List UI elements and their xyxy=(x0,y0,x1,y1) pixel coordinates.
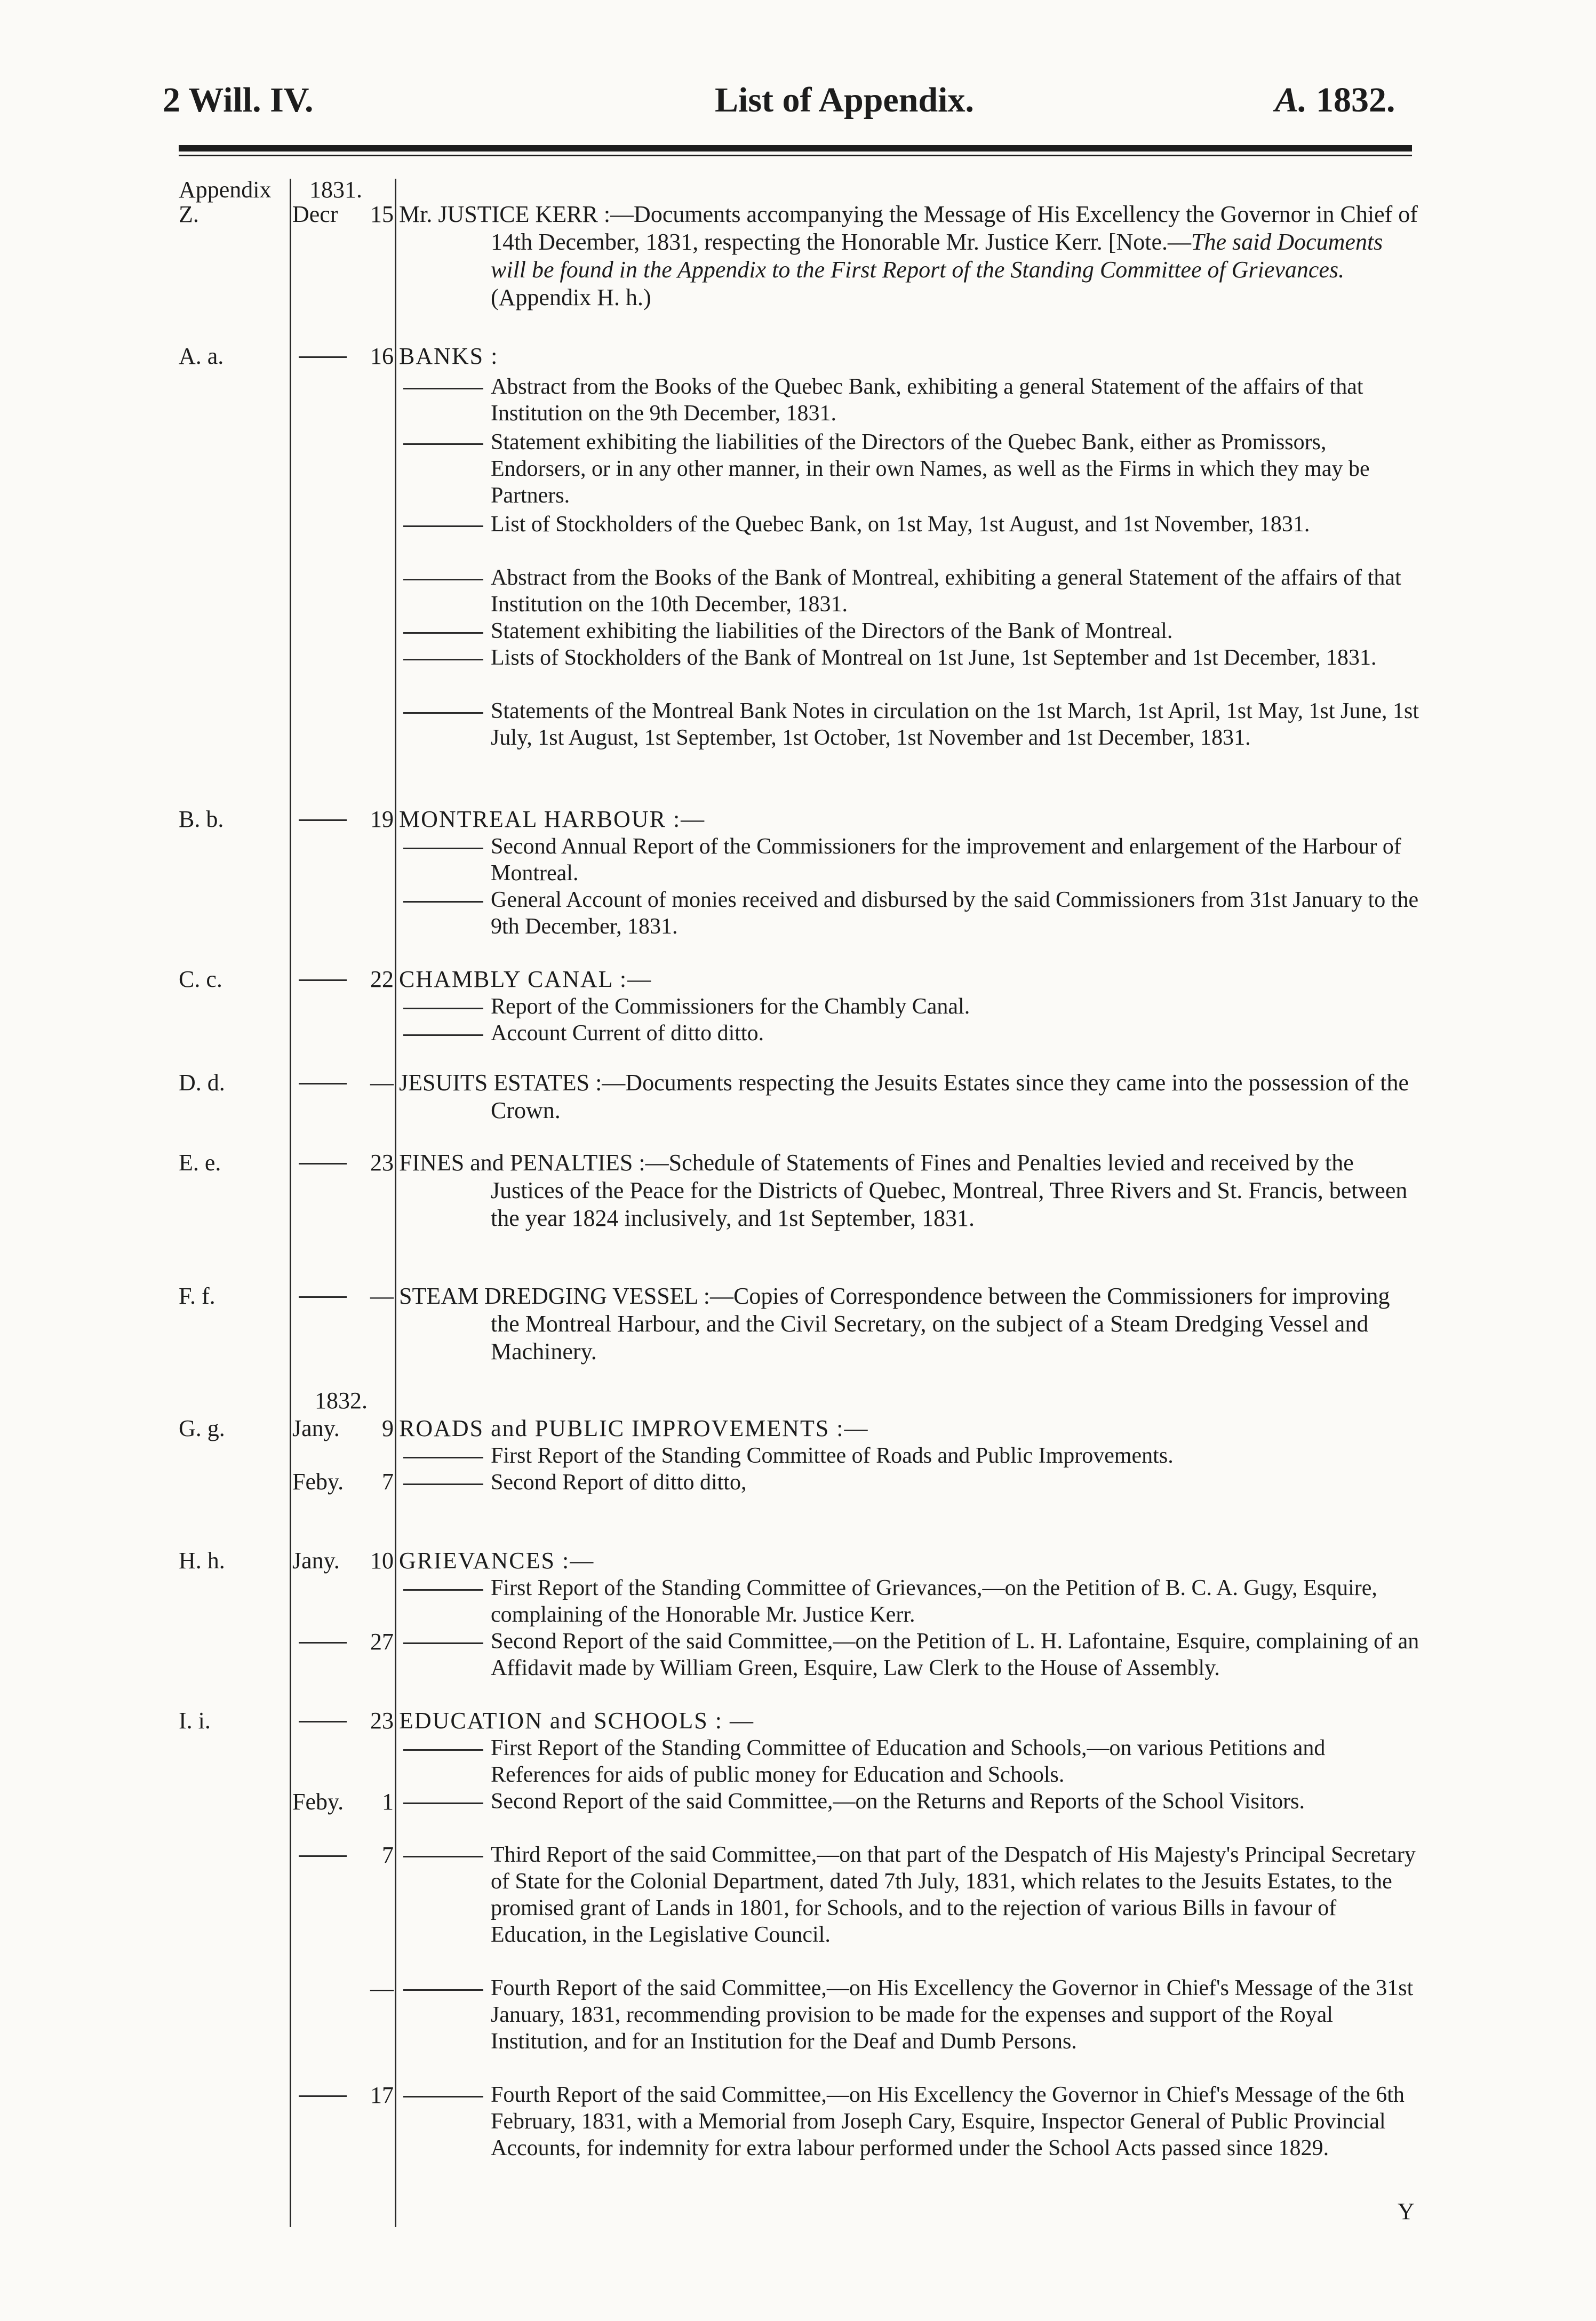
education-item: Fourth Report of the said Committee,—on His Excellency the Governor in Chief's Message of the 31st January, 1831, recommending provision to be made for the expenses and support of the Royal Institution, and for an Institution for the Deaf and Dumb Persons. xyxy=(399,1975,1423,2055)
entry-banks-title: BANKS : xyxy=(399,343,499,369)
banks-item: Statements of the Montreal Bank Notes in circulation on the 1st March, 1st April, 1st May, 1st June, 1st July, 1st August, 1st September, 1st October, 1st November and 1st December, 1831. xyxy=(399,698,1423,751)
entry-month: Decr xyxy=(292,201,338,227)
header-volume: 2 Will. IV. xyxy=(163,81,314,119)
education-item: First Report of the Standing Committee of Education and Schools,—on various Petitions and References for aids of public money for Education and Schools. xyxy=(399,1735,1423,1788)
roads-item: Second Report of ditto ditto, xyxy=(399,1469,1423,1496)
banks-item: Abstract from the Books of the Quebec Bank, exhibiting a general Statement of the affairs of that Institution on the 9th December, 1831. xyxy=(399,373,1423,427)
appendix-letter: F. f. xyxy=(179,1283,216,1309)
header-rule-thick xyxy=(179,145,1412,151)
entry-day: 10 xyxy=(370,1548,394,1574)
entry-day: — xyxy=(370,1283,394,1309)
signature-mark: Y xyxy=(1398,2198,1415,2224)
column-divider-2 xyxy=(395,179,396,2227)
entry-day: 23 xyxy=(370,1708,394,1734)
appendix-letter: H. h. xyxy=(179,1548,225,1574)
chambly-item: Account Current of ditto ditto. xyxy=(399,1020,1423,1047)
banks-item: Lists of Stockholders of the Bank of Montreal on 1st June, 1st September and 1st December, 1831. xyxy=(399,644,1423,671)
year-1832: 1832. xyxy=(315,1387,368,1414)
entry-fines-penalties: FINES and PENALTIES :—Schedule of Statements of Fines and Penalties levied and received by the Justices of the Peace for the Districts of Quebec, Montreal, Three Rivers and St. Francis, between the year 1824 inclusively, and 1st September, 1831. xyxy=(399,1150,1408,1231)
entry-day: 1 xyxy=(382,1789,394,1815)
entry-steam-dredging-vessel: STEAM DREDGING VESSEL :—Copies of Correspondence between the Commissioners for improving the Montreal Harbour, and the Civil Secretary, on the subject of a Steam Dredging Vessel and Machinery. xyxy=(399,1283,1390,1365)
grievances-item: First Report of the Standing Committee of Grievances,—on the Petition of B. C. A. Gugy, Esquire, complaining of the Honorable Mr. Justice Kerr. xyxy=(399,1575,1423,1628)
entry-month: Jany. xyxy=(292,1548,340,1574)
appendix-letter: A. a. xyxy=(179,343,224,369)
entry-day: 9 xyxy=(382,1415,394,1441)
appendix-letter: B. b. xyxy=(179,806,224,832)
banks-item: Statement exhibiting the liabilities of the Directors of the Bank of Montreal. xyxy=(399,618,1423,644)
page-header xyxy=(0,80,1596,139)
roads-item: First Report of the Standing Committee of Roads and Public Improvements. xyxy=(399,1442,1423,1469)
entry-month: Feby. xyxy=(292,1469,344,1495)
appendix-letter: G. g. xyxy=(179,1415,225,1441)
year-1831: 1831. xyxy=(309,177,362,203)
education-item: Second Report of the said Committee,—on the Returns and Reports of the School Visitors. xyxy=(399,1788,1423,1815)
entry-day: 22 xyxy=(370,966,394,992)
appendix-letter: D. d. xyxy=(179,1070,225,1096)
entry-day: 7 xyxy=(382,1842,394,1868)
entry-day: 17 xyxy=(370,2082,394,2108)
appendix-letter: E. e. xyxy=(179,1150,221,1176)
header-rule-thin xyxy=(179,155,1412,156)
entry-roads-title: ROADS and PUBLIC IMPROVEMENTS :— xyxy=(399,1415,869,1441)
entry-day: — xyxy=(370,1975,394,2001)
appendix-letter: I. i. xyxy=(179,1708,211,1734)
banks-item: Statement exhibiting the liabilities of the Directors of the Quebec Bank, either as Promissors, Endorsers, or in any other manner, in their own Names, as well as the Firms in which they may be Partners. xyxy=(399,429,1423,509)
appendix-letter: C. c. xyxy=(179,966,222,992)
column-divider-1 xyxy=(290,179,291,2227)
chambly-item: Report of the Commissioners for the Chambly Canal. xyxy=(399,993,1423,1020)
appendix-column-label: Appendix xyxy=(179,177,272,203)
appendix-letter: Z. xyxy=(179,201,199,227)
entry-month: Feby. xyxy=(292,1789,344,1815)
education-item: Third Report of the said Committee,—on that part of the Despatch of His Majesty's Principal Secretary of State for the Colonial Department, dated 7th July, 1831, which relates to the Jesuits Estates, to the promised grant of Lands in 1801, for Schools, and to the rejection of various Bills in favour of Education, in the Legislative Council. xyxy=(399,1841,1423,1948)
header-title: List of Appendix. xyxy=(715,81,974,119)
education-item: Fourth Report of the said Committee,—on His Excellency the Governor in Chief's Message of the 6th February, 1831, with a Memorial from Joseph Cary, Esquire, Inspector General of Public Provincial Accounts, for indemnity for extra labour performed under the School Acts passed since 1829. xyxy=(399,2081,1423,2162)
banks-item: Abstract from the Books of the Bank of Montreal, exhibiting a general Statement of the affairs of that Institution on the 10th December, 1831. xyxy=(399,564,1423,618)
entry-day: 15 xyxy=(370,201,394,227)
entry-education-schools-title: EDUCATION and SCHOOLS : — xyxy=(399,1708,754,1734)
entry-day: 16 xyxy=(370,343,394,369)
entry-grievances-title: GRIEVANCES :— xyxy=(399,1548,595,1574)
entry-jesuits-estates: JESUITS ESTATES :—Documents respecting the Jesuits Estates since they came into the possession of the Crown. xyxy=(399,1070,1409,1123)
entry-day: 27 xyxy=(370,1629,394,1655)
entry-day: 23 xyxy=(370,1150,394,1176)
entry-mr-justice-kerr: Mr. JUSTICE KERR :—Documents accompanying the Message of His Excellency the Governor in Chief of 14th December, 1831, respecting the Honorable Mr. Justice Kerr. [Note.—The said Documents will be found in the Appendix to the First Report of the Standing Committee of Grievances. (Appendix H. h.) xyxy=(399,201,1418,310)
header-year: A. 1832. xyxy=(1275,81,1395,119)
harbour-item: Second Annual Report of the Commissioners for the improvement and enlargement of the Harbour of Montreal. xyxy=(399,833,1423,887)
entry-day: 7 xyxy=(382,1469,394,1495)
banks-item: List of Stockholders of the Quebec Bank, on 1st May, 1st August, and 1st November, 1831. xyxy=(399,511,1423,538)
entry-montreal-harbour-title: MONTREAL HARBOUR :— xyxy=(399,806,706,832)
entry-chambly-canal-title: CHAMBLY CANAL :— xyxy=(399,966,652,992)
entry-day: 19 xyxy=(370,806,394,832)
grievances-item: Second Report of the said Committee,—on the Petition of L. H. Lafontaine, Esquire, complaining of an Affidavit made by William Green, Esquire, Law Clerk to the House of Assembly. xyxy=(399,1628,1423,1681)
entry-month: Jany. xyxy=(292,1415,340,1441)
harbour-item: General Account of monies received and disbursed by the said Commissioners from 31st January to the 9th December, 1831. xyxy=(399,887,1423,940)
entry-day: — xyxy=(370,1070,394,1096)
